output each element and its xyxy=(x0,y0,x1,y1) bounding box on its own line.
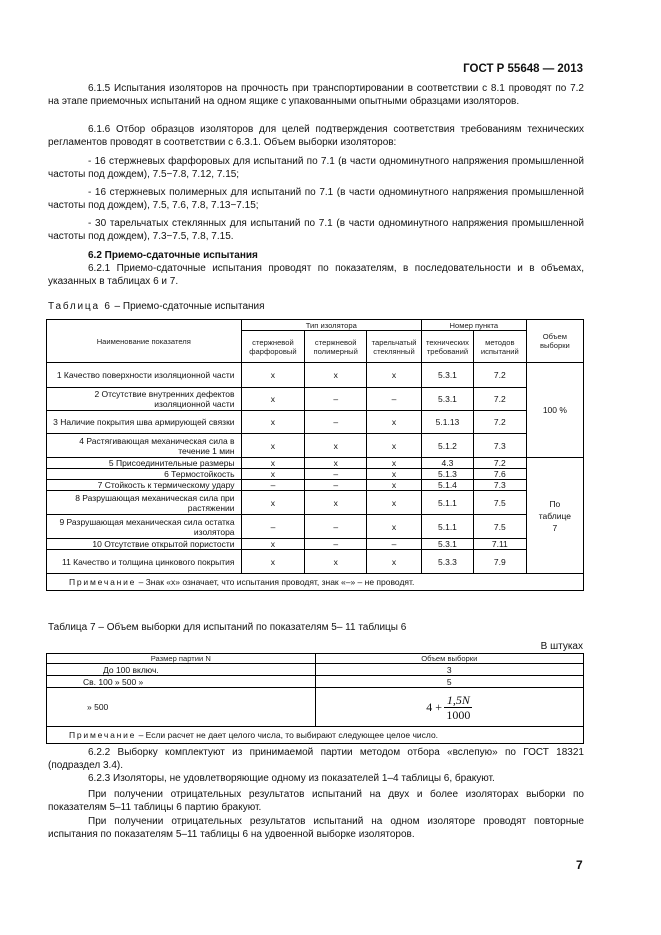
cell-porcelain: х xyxy=(241,458,305,469)
paragraph-single: При получении отрицательных результатов испытаний на одном изоляторе проводят повторные испытания по показателям 5–11 таблицы 6 на удвоенной выборке изоляторов. xyxy=(48,816,584,840)
cell-tech: 5.1.2 xyxy=(421,434,473,458)
cell-glass: х xyxy=(367,363,422,388)
row-name: 7 Стойкость к термическому удару xyxy=(47,480,242,491)
cell-tech: 4.3 xyxy=(421,458,473,469)
cell-glass: х xyxy=(367,411,422,434)
header-tech-requirements: технических требований xyxy=(421,331,473,363)
cell-method: 7.2 xyxy=(473,411,526,434)
cell-tech: 5.3.1 xyxy=(421,363,473,388)
sample-volume: 5 xyxy=(315,676,583,688)
row-name: 11 Качество и толщина цинкового покрытия xyxy=(47,550,242,574)
row-name: 9 Разрушающая механическая сила остатка изолятора xyxy=(47,515,242,539)
table-row xyxy=(47,363,584,388)
table-row xyxy=(47,688,584,727)
table6-caption: Таблица 6 – Приемо-сдаточные испытания xyxy=(48,301,265,312)
cell-glass: х xyxy=(367,458,422,469)
formula-fraction xyxy=(444,693,472,722)
cell-porcelain: х xyxy=(241,469,305,480)
cell-porcelain: х xyxy=(241,388,305,411)
table-row xyxy=(47,676,584,688)
cell-polymer: – xyxy=(305,469,367,480)
table-row xyxy=(47,664,584,676)
cell-method: 7.5 xyxy=(473,491,526,515)
cell-method: 7.9 xyxy=(473,550,526,574)
table7-note xyxy=(47,727,584,744)
cell-porcelain: – xyxy=(241,515,305,539)
cell-tech: 5.1.4 xyxy=(421,480,473,491)
header-lot-size: Размер партии N xyxy=(47,654,316,664)
cell-glass: – xyxy=(367,539,422,550)
header-sample-volume: Объем выборки xyxy=(526,320,583,363)
cell-polymer: х xyxy=(305,550,367,574)
cell-tech: 5.1.1 xyxy=(421,515,473,539)
cell-polymer: – xyxy=(305,515,367,539)
header-polymer: стержневой полимерный xyxy=(305,331,367,363)
row-name: 1 Качество поверхности изоляционной части xyxy=(47,363,242,388)
table-row xyxy=(47,539,584,550)
sample-volume: 3 xyxy=(315,664,583,676)
cell-tech: 5.3.1 xyxy=(421,539,473,550)
table6-note-label: Примечание xyxy=(69,577,137,587)
cell-polymer: х xyxy=(305,363,367,388)
table-row xyxy=(47,411,584,434)
table-row xyxy=(47,550,584,574)
cell-polymer: – xyxy=(305,411,367,434)
lot-size: Св. 100 » 500 » xyxy=(47,676,316,688)
header-indicator-name: Наименование показателя xyxy=(47,320,242,363)
cell-glass: х xyxy=(367,480,422,491)
cell-glass: х xyxy=(367,550,422,574)
bullet-item: - 16 стержневых полимерных для испытаний по 7.1 (в части одноминутного напряжения промышленной частоты под дождем), 7.5, 7.6, 7.8, 7.13−7.15; xyxy=(48,187,584,211)
table6-note-text: – Знак «х» означает, что испытания проводят, знак «–» – не проводят. xyxy=(136,577,415,587)
table6-caption-title: Приемо-сдаточные испытания xyxy=(122,301,265,312)
table-7 xyxy=(46,653,584,744)
formula-denominator: 1000 xyxy=(446,707,471,722)
table7-caption-title: Объем выборки для испытаний по показателям 5– 11 таблицы 6 xyxy=(106,622,407,633)
cell-porcelain: х xyxy=(241,434,305,458)
paragraph-6-2-2: 6.2.2 Выборку комплектуют из принимаемой партии методом отбора «вслепую» по ГОСТ 18321 (подраздел 3.4). xyxy=(48,747,584,771)
lot-size: До 100 включ. xyxy=(47,664,316,676)
table-row xyxy=(47,388,584,411)
row-name: 10 Отсутствие открытой пористости xyxy=(47,539,242,550)
table7-note-text: – Если расчет не дает целого числа, то выбирают следующее целое число. xyxy=(136,730,439,740)
header-porcelain: стержневой фарфоровый xyxy=(241,331,305,363)
table-6 xyxy=(46,319,584,591)
cell-method: 7.5 xyxy=(473,515,526,539)
paragraph-6-1-5: 6.1.5 Испытания изоляторов на прочность при транспортировании в соответствии с 8.1 проводят по 7.2 на этапе приемочных испытаний на одном ящике с упакованными опытными образцами изоляторов. xyxy=(48,83,584,107)
cell-polymer: х xyxy=(305,491,367,515)
cell-polymer: – xyxy=(305,539,367,550)
cell-method: 7.2 xyxy=(473,458,526,469)
table6-note xyxy=(47,574,584,591)
table7-caption: Таблица 7 – Объем выборки для испытаний по показателям 5– 11 таблицы 6 xyxy=(48,622,407,633)
row-name: 8 Разрушающая механическая сила при растяжении xyxy=(47,491,242,515)
cell-method: 7.6 xyxy=(473,469,526,480)
cell-method: 7.3 xyxy=(473,480,526,491)
row-name: 6 Термостойкость xyxy=(47,469,242,480)
table-row xyxy=(47,434,584,458)
cell-porcelain: х xyxy=(241,550,305,574)
header-insulator-type: Тип изолятора xyxy=(241,320,421,331)
cell-porcelain: х xyxy=(241,363,305,388)
cell-glass: х xyxy=(367,469,422,480)
row-name: 5 Присоединительные размеры xyxy=(47,458,242,469)
cell-tech: 5.3.3 xyxy=(421,550,473,574)
header-item-number: Номер пункта xyxy=(421,320,526,331)
row-name: 4 Растягивающая механическая сила в течение 1 мин xyxy=(47,434,242,458)
table-row xyxy=(47,469,584,480)
bullet-item: - 30 тарельчатых стеклянных для испытаний по 7.1 (в части одноминутного напряжения промышленной частоты под дождем), 7.3−7.5, 7.8, 7.15. xyxy=(48,218,584,242)
volume-100-percent: 100 % xyxy=(526,363,583,458)
cell-tech: 5.1.13 xyxy=(421,411,473,434)
table7-note-label: Примечание xyxy=(69,730,137,740)
sample-volume-formula xyxy=(315,688,583,727)
cell-tech: 5.3.1 xyxy=(421,388,473,411)
cell-tech: 5.1.3 xyxy=(421,469,473,480)
cell-polymer: х xyxy=(305,458,367,469)
header-test-methods: методов испытаний xyxy=(473,331,526,363)
table7-unit: В штуках xyxy=(540,641,583,652)
header-sample-volume: Объем выборки xyxy=(315,654,583,664)
section-heading-6-2: 6.2 Приемо-сдаточные испытания xyxy=(88,250,258,261)
cell-method: 7.2 xyxy=(473,388,526,411)
cell-method: 7.2 xyxy=(473,363,526,388)
cell-porcelain: х xyxy=(241,491,305,515)
header-glass: тарельчатый стеклянный xyxy=(367,331,422,363)
cell-polymer: х xyxy=(305,434,367,458)
table-row xyxy=(47,458,584,469)
cell-polymer: – xyxy=(305,480,367,491)
cell-tech: 5.1.1 xyxy=(421,491,473,515)
lot-size: » 500 xyxy=(47,688,316,727)
paragraph-6-2-3: 6.2.3 Изоляторы, не удовлетворяющие одному из показателей 1–4 таблицы 6, бракуют. xyxy=(88,773,495,784)
cell-glass: х xyxy=(367,434,422,458)
cell-polymer: – xyxy=(305,388,367,411)
cell-method: 7.3 xyxy=(473,434,526,458)
document-header: ГОСТ Р 55648 — 2013 xyxy=(463,63,583,75)
formula-numerator: 1,5N xyxy=(444,693,472,708)
table-row xyxy=(47,491,584,515)
cell-porcelain: х xyxy=(241,411,305,434)
paragraph-two-or-more: При получении отрицательных результатов испытаний на двух и более изоляторах выборки по показателям 5–11 таблицы 6 партию бракуют. xyxy=(48,789,584,813)
paragraph-6-1-6: 6.1.6 Отбор образцов изоляторов для целей подтверждения соответствия требованиям технических регламентов проводят в соответствии с 6.3.1. Объем выборки изоляторов: xyxy=(48,124,584,148)
bullet-item: - 16 стержневых фарфоровых для испытаний по 7.1 (в части одноминутного напряжения промышленной частоты под дождем), 7.5−7.8, 7.12, 7.15; xyxy=(48,156,584,180)
page-number: 7 xyxy=(576,858,583,872)
paragraph-6-2-1: 6.2.1 Приемо-сдаточные испытания проводят по показателям, в последовательности и в объемах, указанных в таблицах 6 и 7. xyxy=(48,263,584,287)
cell-porcelain: х xyxy=(241,539,305,550)
table6-caption-label: Таблица 6 xyxy=(48,301,112,312)
row-name: 2 Отсутствие внутренних дефектов изоляционной части xyxy=(47,388,242,411)
table-row xyxy=(47,480,584,491)
table-row xyxy=(47,515,584,539)
row-name: 3 Наличие покрытия шва армирующей связки xyxy=(47,411,242,434)
cell-porcelain: – xyxy=(241,480,305,491)
cell-glass: х xyxy=(367,491,422,515)
cell-glass: х xyxy=(367,515,422,539)
table7-caption-label: Таблица 7 xyxy=(48,622,96,633)
cell-method: 7.11 xyxy=(473,539,526,550)
formula-plus: 4 + xyxy=(426,699,442,714)
volume-per-table-7: По таблице 7 xyxy=(526,458,583,574)
cell-glass: – xyxy=(367,388,422,411)
